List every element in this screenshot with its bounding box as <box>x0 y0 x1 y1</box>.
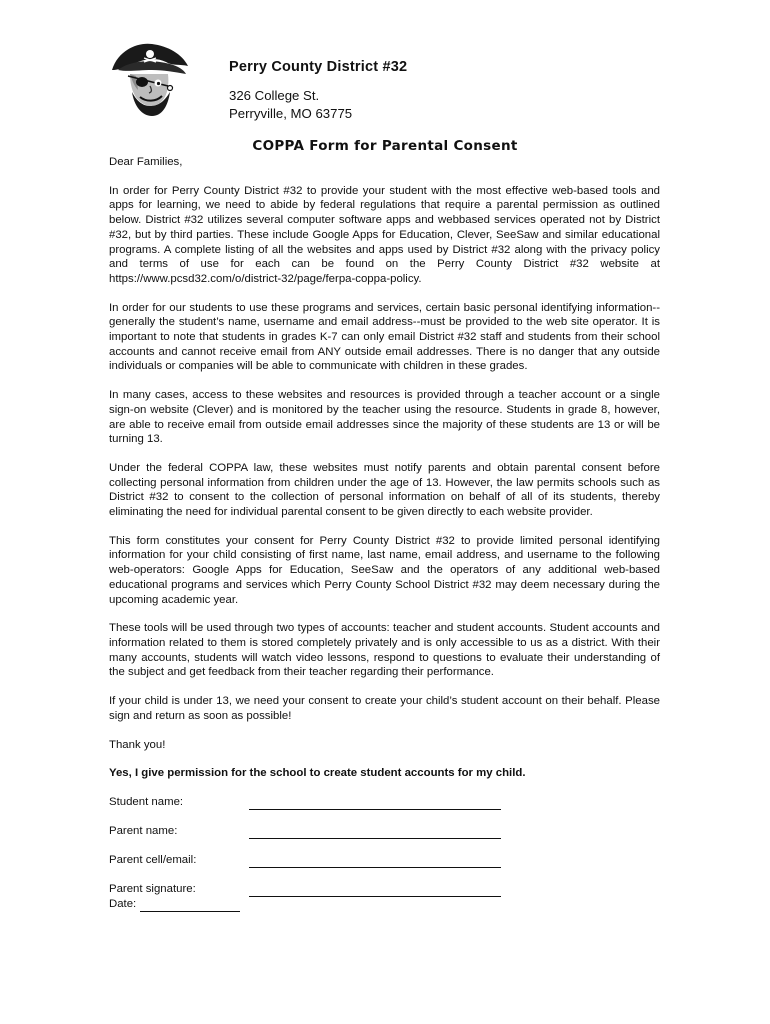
letter-body <box>109 155 660 912</box>
parent-signature-field <box>109 882 660 897</box>
organization-name: Perry County District #32 <box>229 59 408 75</box>
paragraph-4: Under the federal COPPA law, these websites must notify parents and obtain parental consent before collecting personal information from children under the age of 13. However, the law permits schools such as District #32 to consent to the collection of personal information on behalf of all of its students, thereby eliminating the need for individual parental consent to be given directly to each website provider. <box>109 461 660 519</box>
parent-name-field <box>109 824 660 839</box>
student-name-field <box>109 795 660 810</box>
address-line-2: Perryville, MO 63775 <box>229 106 353 121</box>
date-line[interactable] <box>140 899 240 912</box>
parent-contact-field <box>109 853 660 868</box>
form-title: COPPA Form for Parental Consent <box>252 138 518 154</box>
paragraph-6: These tools will be used through two types of accounts: teacher and student accounts. Student accounts and information related to them is stored completely privately and is only accessible to us as a district. With their many accounts, students will watch video lessons, respond to questions to evaluate their understanding of the subject and get feedback from their teacher regarding their performance. <box>109 622 660 679</box>
paragraph-2: In order for our students to use these programs and services, certain basic personal identifying information--generally the student’s name, username and email address--must be provided to the web site operator. It is important to note that students in grades K-7 can only email District #32 staff and students from their school accounts and cannot receive email from ANY outside email addresses. There is no danger that any outside individuals or companies will be able to communicate with children in these grades. <box>109 301 660 373</box>
closing: Thank you! <box>109 738 166 751</box>
parent-signature-line[interactable] <box>249 884 501 897</box>
parent-name-label: Parent name: <box>109 825 178 838</box>
paragraph-5: This form constitutes your consent for Perry County District #32 to provide limited personal identifying information for your child consisting of first name, last name, email address, and username to the following web-operators: Google Apps for Education, SeeSaw and the operators of any additional web-based educational programs and services which Perry County School District #32 may deem necessary during the upcoming academic year. <box>109 534 660 606</box>
parent-name-line[interactable] <box>249 826 501 839</box>
date-field <box>109 897 660 912</box>
paragraph-3: In many cases, access to these websites and resources is provided through a teacher account or a single sign-on website (Clever) and is monitored by the teacher using the resource. Students in grade 8, however, are able to receive email from outside email addresses since the majority of these students are 13 or will be turning 13. <box>109 389 660 446</box>
date-label: Date: <box>109 898 137 911</box>
paragraph-1: In order for Perry County District #32 to provide your student with the most effective web-based tools and apps for learning, we need to abide by federal regulations that require a parental permission as outlined below. District #32 utilizes several computer software apps and webbased services operated not by District #32, but by third parties. These include Google Apps for Education, Clever, SeeSaw and similar educational programs. A complete listing of all the websites and apps used by District #32 along with the privacy policy and terms of use for each can be found on the Perry County District #32 website at https://www.pcsd32.com/o/district-32/page/ferpa-coppa-policy. <box>109 184 660 285</box>
signature-block <box>109 882 660 912</box>
greeting: Dear Families, <box>109 156 183 168</box>
paragraph-7: If your child is under 13, we need your consent to create your child’s student account on their behalf. Please sign and return as soon as possible! <box>109 695 660 722</box>
parent-signature-label: Parent signature: <box>109 883 196 896</box>
permission-statement: Yes, I give permission for the school to create student accounts for my child. <box>109 767 526 780</box>
pirate-mascot-logo-icon <box>108 40 190 122</box>
parent-contact-line[interactable] <box>249 855 501 868</box>
student-name-label: Student name: <box>109 796 184 809</box>
student-name-line[interactable] <box>249 797 501 810</box>
letterhead <box>229 59 407 123</box>
parent-contact-label: Parent cell/email: <box>109 854 197 867</box>
address-line-1: 326 College St. <box>229 88 320 103</box>
